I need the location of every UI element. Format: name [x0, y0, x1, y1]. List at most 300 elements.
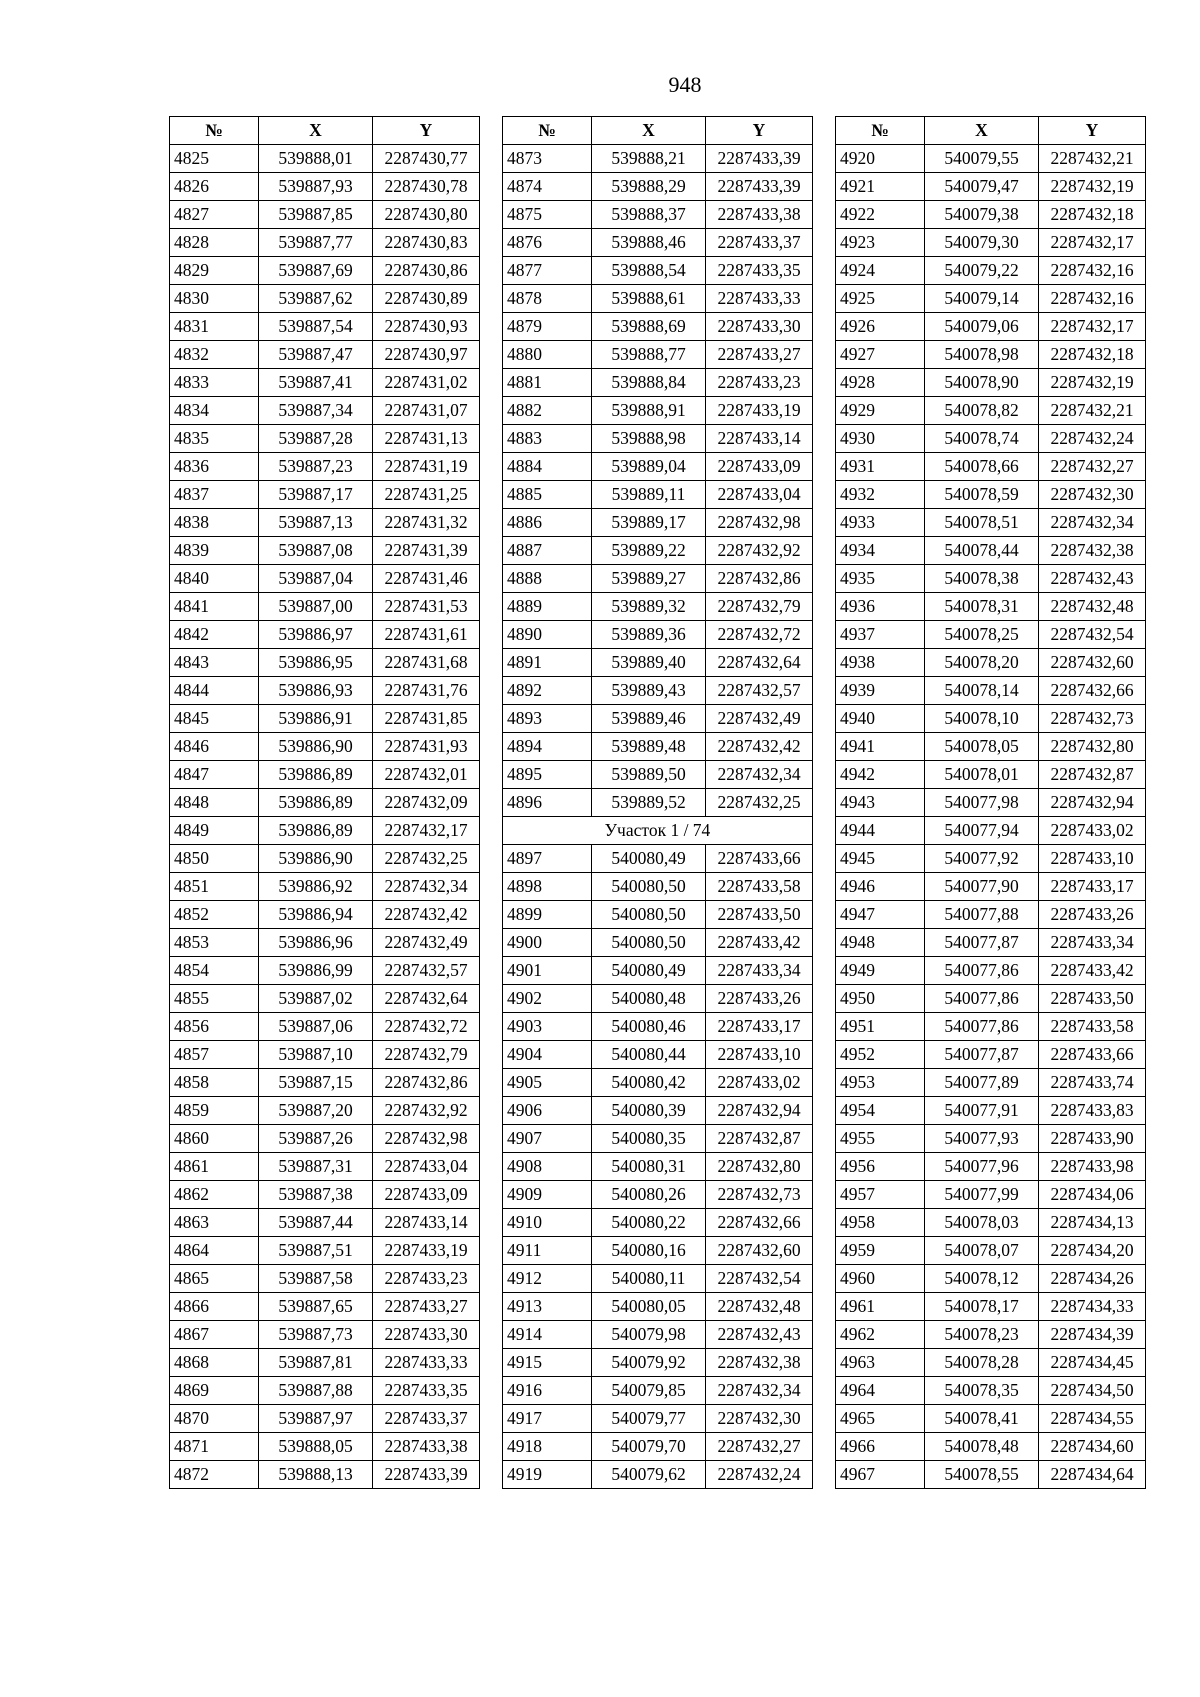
y-coordinate-cell: 2287432,43: [706, 1321, 813, 1349]
table-row: [170, 1181, 480, 1209]
y-coordinate-cell: 2287432,87: [1039, 761, 1146, 789]
table-row: [503, 593, 813, 621]
y-coordinate-cell: 2287432,24: [706, 1461, 813, 1489]
table-row: [503, 509, 813, 537]
point-number-cell: 4883: [503, 425, 592, 453]
y-coordinate-cell: 2287433,66: [706, 845, 813, 873]
x-coordinate-cell: 539886,99: [259, 957, 373, 985]
y-coordinate-cell: 2287432,60: [1039, 649, 1146, 677]
point-number-cell: 4931: [836, 453, 925, 481]
point-number-cell: 4825: [170, 145, 259, 173]
x-coordinate-cell: 540079,98: [592, 1321, 706, 1349]
x-coordinate-cell: 539889,22: [592, 537, 706, 565]
y-coordinate-cell: 2287432,17: [1039, 313, 1146, 341]
y-coordinate-cell: 2287433,14: [706, 425, 813, 453]
point-number-cell: 4858: [170, 1069, 259, 1097]
table-row: [170, 1461, 480, 1489]
y-coordinate-cell: 2287432,25: [373, 845, 480, 873]
point-number-cell: 4930: [836, 425, 925, 453]
x-coordinate-cell: 539887,73: [259, 1321, 373, 1349]
x-coordinate-cell: 540077,94: [925, 817, 1039, 845]
y-coordinate-cell: 2287434,45: [1039, 1349, 1146, 1377]
y-coordinate-cell: 2287433,26: [1039, 901, 1146, 929]
section-row: [503, 817, 813, 845]
table-row: [836, 257, 1146, 285]
y-coordinate-cell: 2287430,86: [373, 257, 480, 285]
x-coordinate-cell: 539888,69: [592, 313, 706, 341]
table-row: [503, 985, 813, 1013]
point-number-cell: 4942: [836, 761, 925, 789]
x-coordinate-cell: 540077,90: [925, 873, 1039, 901]
y-coordinate-cell: 2287434,06: [1039, 1181, 1146, 1209]
x-coordinate-cell: 540079,30: [925, 229, 1039, 257]
table-header-row: [836, 117, 1146, 145]
table-row: [836, 537, 1146, 565]
point-number-cell: 4855: [170, 985, 259, 1013]
x-coordinate-cell: 540080,46: [592, 1013, 706, 1041]
x-coordinate-cell: 540078,51: [925, 509, 1039, 537]
header-y: Y: [706, 117, 813, 145]
y-coordinate-cell: 2287432,30: [706, 1405, 813, 1433]
y-coordinate-cell: 2287433,39: [706, 173, 813, 201]
table-row: [836, 901, 1146, 929]
table-row: [503, 201, 813, 229]
table-row: [170, 1405, 480, 1433]
table-row: [170, 845, 480, 873]
table-row: [503, 1461, 813, 1489]
y-coordinate-cell: 2287432,30: [1039, 481, 1146, 509]
y-coordinate-cell: 2287434,26: [1039, 1265, 1146, 1293]
point-number-cell: 4950: [836, 985, 925, 1013]
table-row: [836, 397, 1146, 425]
y-coordinate-cell: 2287432,38: [706, 1349, 813, 1377]
y-coordinate-cell: 2287432,01: [373, 761, 480, 789]
y-coordinate-cell: 2287431,61: [373, 621, 480, 649]
table-row: [170, 425, 480, 453]
table-row: [170, 789, 480, 817]
y-coordinate-cell: 2287433,38: [373, 1433, 480, 1461]
y-coordinate-cell: 2287432,54: [1039, 621, 1146, 649]
x-coordinate-cell: 540078,17: [925, 1293, 1039, 1321]
point-number-cell: 4887: [503, 537, 592, 565]
y-coordinate-cell: 2287431,13: [373, 425, 480, 453]
point-number-cell: 4890: [503, 621, 592, 649]
y-coordinate-cell: 2287431,68: [373, 649, 480, 677]
table-row: [170, 677, 480, 705]
table-row: [836, 1461, 1146, 1489]
y-coordinate-cell: 2287432,34: [373, 873, 480, 901]
y-coordinate-cell: 2287432,19: [1039, 173, 1146, 201]
y-coordinate-cell: 2287432,92: [373, 1097, 480, 1125]
point-number-cell: 4967: [836, 1461, 925, 1489]
x-coordinate-cell: 540077,88: [925, 901, 1039, 929]
x-coordinate-cell: 539889,11: [592, 481, 706, 509]
y-coordinate-cell: 2287433,10: [1039, 845, 1146, 873]
y-coordinate-cell: 2287433,58: [1039, 1013, 1146, 1041]
table-row: [170, 537, 480, 565]
point-number-cell: 4952: [836, 1041, 925, 1069]
x-coordinate-cell: 540078,25: [925, 621, 1039, 649]
y-coordinate-cell: 2287432,72: [706, 621, 813, 649]
x-coordinate-cell: 540079,62: [592, 1461, 706, 1489]
y-coordinate-cell: 2287432,24: [1039, 425, 1146, 453]
x-coordinate-cell: 539887,10: [259, 1041, 373, 1069]
y-coordinate-cell: 2287434,64: [1039, 1461, 1146, 1489]
x-coordinate-cell: 539889,52: [592, 789, 706, 817]
coordinate-table-3: [835, 116, 1146, 1489]
x-coordinate-cell: 540078,66: [925, 453, 1039, 481]
y-coordinate-cell: 2287433,26: [706, 985, 813, 1013]
x-coordinate-cell: 539889,48: [592, 733, 706, 761]
point-number-cell: 4866: [170, 1293, 259, 1321]
table-row: [503, 537, 813, 565]
table-row: [836, 817, 1146, 845]
table-row: [503, 1125, 813, 1153]
table-row: [503, 313, 813, 341]
point-number-cell: 4928: [836, 369, 925, 397]
x-coordinate-cell: 539889,27: [592, 565, 706, 593]
x-coordinate-cell: 539887,65: [259, 1293, 373, 1321]
y-coordinate-cell: 2287432,42: [706, 733, 813, 761]
y-coordinate-cell: 2287433,50: [1039, 985, 1146, 1013]
point-number-cell: 4965: [836, 1405, 925, 1433]
x-coordinate-cell: 539889,40: [592, 649, 706, 677]
y-coordinate-cell: 2287432,18: [1039, 341, 1146, 369]
point-number-cell: 4861: [170, 1153, 259, 1181]
y-coordinate-cell: 2287432,09: [373, 789, 480, 817]
y-coordinate-cell: 2287432,34: [1039, 509, 1146, 537]
point-number-cell: 4954: [836, 1097, 925, 1125]
page-number: 948: [668, 72, 702, 97]
table-row: [503, 1377, 813, 1405]
point-number-cell: 4872: [170, 1461, 259, 1489]
point-number-cell: 4963: [836, 1349, 925, 1377]
point-number-cell: 4910: [503, 1209, 592, 1237]
y-coordinate-cell: 2287433,83: [1039, 1097, 1146, 1125]
y-coordinate-cell: 2287431,93: [373, 733, 480, 761]
x-coordinate-cell: 540080,16: [592, 1237, 706, 1265]
y-coordinate-cell: 2287431,85: [373, 705, 480, 733]
x-coordinate-cell: 540080,42: [592, 1069, 706, 1097]
table-row: [836, 1321, 1146, 1349]
point-number-cell: 4960: [836, 1265, 925, 1293]
table-row: [836, 313, 1146, 341]
y-coordinate-cell: 2287434,55: [1039, 1405, 1146, 1433]
table-row: [836, 593, 1146, 621]
table-row: [170, 1377, 480, 1405]
point-number-cell: 4833: [170, 369, 259, 397]
table-row: [503, 145, 813, 173]
table-row: [836, 481, 1146, 509]
x-coordinate-cell: 539887,58: [259, 1265, 373, 1293]
table-row: [836, 733, 1146, 761]
point-number-cell: 4896: [503, 789, 592, 817]
point-number-cell: 4868: [170, 1349, 259, 1377]
point-number-cell: 4958: [836, 1209, 925, 1237]
point-number-cell: 4929: [836, 397, 925, 425]
x-coordinate-cell: 540078,48: [925, 1433, 1039, 1461]
point-number-cell: 4904: [503, 1041, 592, 1069]
y-coordinate-cell: 2287430,97: [373, 341, 480, 369]
table-row: [170, 1349, 480, 1377]
point-number-cell: 4937: [836, 621, 925, 649]
y-coordinate-cell: 2287432,72: [373, 1013, 480, 1041]
y-coordinate-cell: 2287432,92: [706, 537, 813, 565]
point-number-cell: 4914: [503, 1321, 592, 1349]
table-row: [836, 649, 1146, 677]
table-row: [170, 313, 480, 341]
table-row: [503, 1013, 813, 1041]
x-coordinate-cell: 539889,50: [592, 761, 706, 789]
x-coordinate-cell: 540079,92: [592, 1349, 706, 1377]
table-row: [503, 789, 813, 817]
point-number-cell: 4885: [503, 481, 592, 509]
x-coordinate-cell: 540078,74: [925, 425, 1039, 453]
x-coordinate-cell: 539887,93: [259, 173, 373, 201]
point-number-cell: 4924: [836, 257, 925, 285]
y-coordinate-cell: 2287433,37: [373, 1405, 480, 1433]
table-row: [836, 677, 1146, 705]
y-coordinate-cell: 2287432,60: [706, 1237, 813, 1265]
point-number-cell: 4906: [503, 1097, 592, 1125]
table-row: [836, 929, 1146, 957]
point-number-cell: 4856: [170, 1013, 259, 1041]
x-coordinate-cell: 540079,06: [925, 313, 1039, 341]
y-coordinate-cell: 2287432,18: [1039, 201, 1146, 229]
point-number-cell: 4905: [503, 1069, 592, 1097]
table-row: [836, 957, 1146, 985]
y-coordinate-cell: 2287431,32: [373, 509, 480, 537]
y-coordinate-cell: 2287432,54: [706, 1265, 813, 1293]
x-coordinate-cell: 539888,05: [259, 1433, 373, 1461]
y-coordinate-cell: 2287434,39: [1039, 1321, 1146, 1349]
x-coordinate-cell: 539886,96: [259, 929, 373, 957]
x-coordinate-cell: 540077,86: [925, 985, 1039, 1013]
x-coordinate-cell: 540077,87: [925, 929, 1039, 957]
y-coordinate-cell: 2287432,34: [706, 1377, 813, 1405]
point-number-cell: 4875: [503, 201, 592, 229]
point-number-cell: 4851: [170, 873, 259, 901]
y-coordinate-cell: 2287432,86: [373, 1069, 480, 1097]
x-coordinate-cell: 539888,77: [592, 341, 706, 369]
header-number: №: [170, 117, 259, 145]
table-row: [503, 901, 813, 929]
point-number-cell: 4873: [503, 145, 592, 173]
y-coordinate-cell: 2287432,64: [706, 649, 813, 677]
table-row: [836, 705, 1146, 733]
x-coordinate-cell: 539887,41: [259, 369, 373, 397]
point-number-cell: 4922: [836, 201, 925, 229]
point-number-cell: 4827: [170, 201, 259, 229]
point-number-cell: 4847: [170, 761, 259, 789]
point-number-cell: 4920: [836, 145, 925, 173]
x-coordinate-cell: 539888,13: [259, 1461, 373, 1489]
x-coordinate-cell: 540078,20: [925, 649, 1039, 677]
table-row: [503, 257, 813, 285]
y-coordinate-cell: 2287433,23: [373, 1265, 480, 1293]
y-coordinate-cell: 2287432,21: [1039, 397, 1146, 425]
point-number-cell: 4957: [836, 1181, 925, 1209]
x-coordinate-cell: 540078,14: [925, 677, 1039, 705]
table-row: [503, 1265, 813, 1293]
point-number-cell: 4871: [170, 1433, 259, 1461]
y-coordinate-cell: 2287434,50: [1039, 1377, 1146, 1405]
point-number-cell: 4878: [503, 285, 592, 313]
y-coordinate-cell: 2287430,78: [373, 173, 480, 201]
table-row: [836, 453, 1146, 481]
x-coordinate-cell: 540080,49: [592, 957, 706, 985]
point-number-cell: 4913: [503, 1293, 592, 1321]
x-coordinate-cell: 539886,89: [259, 761, 373, 789]
x-coordinate-cell: 540078,01: [925, 761, 1039, 789]
y-coordinate-cell: 2287432,34: [706, 761, 813, 789]
y-coordinate-cell: 2287432,17: [373, 817, 480, 845]
table-row: [170, 369, 480, 397]
table-row: [836, 201, 1146, 229]
x-coordinate-cell: 539888,46: [592, 229, 706, 257]
table-row: [170, 1237, 480, 1265]
x-coordinate-cell: 539888,98: [592, 425, 706, 453]
x-coordinate-cell: 539887,23: [259, 453, 373, 481]
header-number: №: [836, 117, 925, 145]
x-coordinate-cell: 540080,11: [592, 1265, 706, 1293]
table-row: [836, 1181, 1146, 1209]
table-row: [836, 1293, 1146, 1321]
x-coordinate-cell: 540080,44: [592, 1041, 706, 1069]
y-coordinate-cell: 2287432,57: [706, 677, 813, 705]
point-number-cell: 4836: [170, 453, 259, 481]
point-number-cell: 4863: [170, 1209, 259, 1237]
y-coordinate-cell: 2287433,66: [1039, 1041, 1146, 1069]
point-number-cell: 4911: [503, 1237, 592, 1265]
point-number-cell: 4877: [503, 257, 592, 285]
point-number-cell: 4934: [836, 537, 925, 565]
y-coordinate-cell: 2287433,23: [706, 369, 813, 397]
point-number-cell: 4923: [836, 229, 925, 257]
point-number-cell: 4884: [503, 453, 592, 481]
point-number-cell: 4915: [503, 1349, 592, 1377]
x-coordinate-cell: 539887,85: [259, 201, 373, 229]
point-number-cell: 4870: [170, 1405, 259, 1433]
point-number-cell: 4830: [170, 285, 259, 313]
table-row: [170, 1153, 480, 1181]
table-row: [836, 1237, 1146, 1265]
y-coordinate-cell: 2287432,43: [1039, 565, 1146, 593]
point-number-cell: 4966: [836, 1433, 925, 1461]
point-number-cell: 4859: [170, 1097, 259, 1125]
y-coordinate-cell: 2287433,35: [373, 1377, 480, 1405]
table-row: [170, 733, 480, 761]
table-row: [170, 453, 480, 481]
point-number-cell: 4835: [170, 425, 259, 453]
table-row: [503, 1433, 813, 1461]
x-coordinate-cell: 540077,96: [925, 1153, 1039, 1181]
table-row: [503, 845, 813, 873]
x-coordinate-cell: 540080,05: [592, 1293, 706, 1321]
y-coordinate-cell: 2287431,39: [373, 537, 480, 565]
point-number-cell: 4956: [836, 1153, 925, 1181]
x-coordinate-cell: 539889,04: [592, 453, 706, 481]
point-number-cell: 4837: [170, 481, 259, 509]
point-number-cell: 4842: [170, 621, 259, 649]
y-coordinate-cell: 2287432,25: [706, 789, 813, 817]
point-number-cell: 4852: [170, 901, 259, 929]
y-coordinate-cell: 2287432,86: [706, 565, 813, 593]
point-number-cell: 4959: [836, 1237, 925, 1265]
point-number-cell: 4869: [170, 1377, 259, 1405]
y-coordinate-cell: 2287432,21: [1039, 145, 1146, 173]
y-coordinate-cell: 2287433,02: [1039, 817, 1146, 845]
point-number-cell: 4829: [170, 257, 259, 285]
point-number-cell: 4862: [170, 1181, 259, 1209]
table-row: [836, 173, 1146, 201]
y-coordinate-cell: 2287433,02: [706, 1069, 813, 1097]
y-coordinate-cell: 2287433,74: [1039, 1069, 1146, 1097]
table-row: [503, 1209, 813, 1237]
point-number-cell: 4857: [170, 1041, 259, 1069]
table-row: [503, 369, 813, 397]
x-coordinate-cell: 540078,44: [925, 537, 1039, 565]
x-coordinate-cell: 540079,55: [925, 145, 1039, 173]
x-coordinate-cell: 539886,90: [259, 845, 373, 873]
y-coordinate-cell: 2287431,76: [373, 677, 480, 705]
table-row: [170, 201, 480, 229]
point-number-cell: 4899: [503, 901, 592, 929]
x-coordinate-cell: 540077,87: [925, 1041, 1039, 1069]
x-coordinate-cell: 539887,97: [259, 1405, 373, 1433]
point-number-cell: 4908: [503, 1153, 592, 1181]
x-coordinate-cell: 540080,39: [592, 1097, 706, 1125]
x-coordinate-cell: 539886,91: [259, 705, 373, 733]
point-number-cell: 4841: [170, 593, 259, 621]
x-coordinate-cell: 540077,98: [925, 789, 1039, 817]
y-coordinate-cell: 2287432,98: [373, 1125, 480, 1153]
x-coordinate-cell: 540077,93: [925, 1125, 1039, 1153]
x-coordinate-cell: 540078,03: [925, 1209, 1039, 1237]
table-row: [170, 901, 480, 929]
y-coordinate-cell: 2287433,42: [1039, 957, 1146, 985]
point-number-cell: 4880: [503, 341, 592, 369]
y-coordinate-cell: 2287432,94: [706, 1097, 813, 1125]
x-coordinate-cell: 539888,91: [592, 397, 706, 425]
table-row: [503, 1041, 813, 1069]
point-number-cell: 4938: [836, 649, 925, 677]
x-coordinate-cell: 539889,43: [592, 677, 706, 705]
header-x: X: [925, 117, 1039, 145]
y-coordinate-cell: 2287433,42: [706, 929, 813, 957]
point-number-cell: 4879: [503, 313, 592, 341]
table-row: [836, 369, 1146, 397]
x-coordinate-cell: 539887,54: [259, 313, 373, 341]
x-coordinate-cell: 539886,94: [259, 901, 373, 929]
table-row: [836, 509, 1146, 537]
point-number-cell: 4860: [170, 1125, 259, 1153]
header-y: Y: [373, 117, 480, 145]
point-number-cell: 4853: [170, 929, 259, 957]
table-row: [836, 565, 1146, 593]
table-row: [170, 257, 480, 285]
y-coordinate-cell: 2287432,98: [706, 509, 813, 537]
point-number-cell: 4891: [503, 649, 592, 677]
point-number-cell: 4897: [503, 845, 592, 873]
x-coordinate-cell: 539887,13: [259, 509, 373, 537]
x-coordinate-cell: 540078,38: [925, 565, 1039, 593]
y-coordinate-cell: 2287430,80: [373, 201, 480, 229]
point-number-cell: 4953: [836, 1069, 925, 1097]
y-coordinate-cell: 2287433,09: [706, 453, 813, 481]
table-row: [836, 1209, 1146, 1237]
y-coordinate-cell: 2287432,17: [1039, 229, 1146, 257]
